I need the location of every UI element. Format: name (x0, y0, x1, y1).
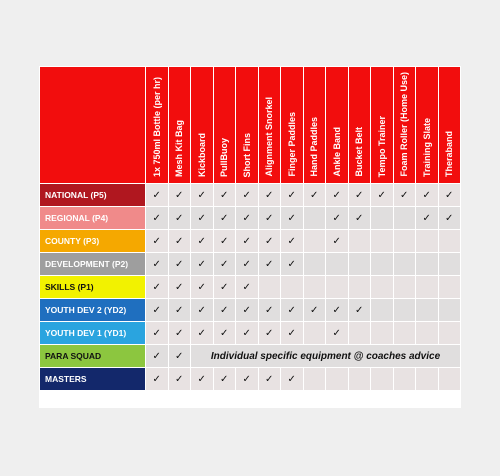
check-cell (371, 299, 394, 322)
check-cell: ✓ (213, 276, 236, 299)
check-cell: ✓ (393, 184, 416, 207)
column-header (236, 67, 259, 184)
check-cell (393, 207, 416, 230)
check-cell: ✓ (236, 230, 259, 253)
check-cell: ✓ (191, 322, 214, 345)
check-cell (303, 207, 326, 230)
check-cell (416, 230, 439, 253)
check-cell: ✓ (191, 299, 214, 322)
column-header-label: Theraband (444, 130, 455, 177)
check-cell: ✓ (438, 184, 461, 207)
table-row (40, 253, 461, 276)
check-cell: ✓ (258, 230, 281, 253)
table-row (40, 207, 461, 230)
check-cell (438, 368, 461, 391)
check-cell (393, 253, 416, 276)
check-cell (393, 322, 416, 345)
table-row (40, 230, 461, 253)
check-cell: ✓ (168, 322, 191, 345)
column-header-wrap (439, 67, 461, 183)
row-note: Individual specific equipment @ coaches advice (191, 345, 461, 368)
check-cell: ✓ (281, 230, 304, 253)
check-cell: ✓ (303, 299, 326, 322)
column-header-label: Ankle Band (331, 127, 342, 177)
row-label: NATIONAL (P5) (40, 184, 146, 207)
check-cell: ✓ (281, 322, 304, 345)
check-cell: ✓ (416, 184, 439, 207)
column-header-wrap (236, 67, 258, 183)
check-cell: ✓ (191, 230, 214, 253)
column-header-label: Finger Paddles (286, 112, 297, 177)
column-header-label: Alignment Snorkel (264, 97, 275, 177)
check-cell: ✓ (281, 253, 304, 276)
check-cell: ✓ (146, 299, 169, 322)
table-row (40, 322, 461, 345)
column-header-label: Mesh Kit Bag (174, 119, 185, 177)
column-header (146, 67, 169, 184)
equipment-table-sheet (39, 66, 461, 408)
check-cell: ✓ (348, 299, 371, 322)
check-cell (348, 276, 371, 299)
check-cell: ✓ (326, 322, 349, 345)
check-cell (303, 368, 326, 391)
column-header-wrap (281, 67, 303, 183)
table-row (40, 368, 461, 391)
column-header (438, 67, 461, 184)
check-cell (416, 368, 439, 391)
check-cell (371, 207, 394, 230)
check-cell (348, 322, 371, 345)
check-cell: ✓ (191, 207, 214, 230)
check-cell: ✓ (281, 184, 304, 207)
row-label: YOUTH DEV 1 (YD1) (40, 322, 146, 345)
column-header (416, 67, 439, 184)
check-cell: ✓ (258, 299, 281, 322)
check-cell: ✓ (146, 276, 169, 299)
check-cell: ✓ (258, 184, 281, 207)
check-cell: ✓ (416, 207, 439, 230)
check-cell (393, 276, 416, 299)
check-cell: ✓ (191, 184, 214, 207)
check-cell: ✓ (146, 184, 169, 207)
check-cell: ✓ (168, 299, 191, 322)
check-cell (281, 276, 304, 299)
header-row (40, 67, 461, 184)
column-header-label: Training Slate (421, 117, 432, 177)
column-header-wrap (371, 67, 393, 183)
check-cell (348, 368, 371, 391)
check-cell: ✓ (236, 276, 259, 299)
column-header-label: Short Fins (241, 132, 252, 177)
check-cell: ✓ (326, 299, 349, 322)
check-cell: ✓ (213, 368, 236, 391)
column-header-wrap (214, 67, 236, 183)
check-cell: ✓ (348, 184, 371, 207)
check-cell (303, 230, 326, 253)
check-cell: ✓ (258, 368, 281, 391)
column-header-label: Kickboard (196, 132, 207, 177)
table-row (40, 345, 461, 368)
column-header (348, 67, 371, 184)
column-header (191, 67, 214, 184)
check-cell (371, 230, 394, 253)
header-corner (40, 67, 146, 184)
column-header-wrap (304, 67, 326, 183)
check-cell: ✓ (258, 322, 281, 345)
check-cell: ✓ (258, 253, 281, 276)
check-cell (416, 276, 439, 299)
row-label: MASTERS (40, 368, 146, 391)
check-cell: ✓ (146, 345, 169, 368)
column-header-label: Foam Roller (Home Use) (399, 72, 410, 177)
check-cell (371, 276, 394, 299)
check-cell (371, 322, 394, 345)
column-header (168, 67, 191, 184)
check-cell (393, 230, 416, 253)
check-cell (438, 299, 461, 322)
check-cell: ✓ (213, 207, 236, 230)
check-cell: ✓ (213, 322, 236, 345)
check-cell: ✓ (146, 207, 169, 230)
column-header-wrap (416, 67, 438, 183)
column-header-label: PullBuoy (219, 137, 230, 177)
column-header (303, 67, 326, 184)
check-cell (326, 368, 349, 391)
check-cell: ✓ (303, 184, 326, 207)
column-header-label: Tempo Trainer (376, 115, 387, 177)
column-header-label: Bucket Belt (354, 127, 365, 177)
check-cell (258, 276, 281, 299)
check-cell: ✓ (168, 184, 191, 207)
check-cell: ✓ (168, 230, 191, 253)
column-header-wrap (326, 67, 348, 183)
column-header-wrap (394, 67, 416, 183)
check-cell: ✓ (146, 322, 169, 345)
check-cell: ✓ (371, 184, 394, 207)
column-header-label: 1x 750ml Bottle (per hr) (151, 76, 162, 177)
check-cell: ✓ (326, 230, 349, 253)
row-label: REGIONAL (P4) (40, 207, 146, 230)
check-cell (348, 230, 371, 253)
row-label: PARA SQUAD (40, 345, 146, 368)
check-cell: ✓ (213, 184, 236, 207)
check-cell (393, 368, 416, 391)
check-cell (416, 299, 439, 322)
column-header-label: Hand Paddles (309, 117, 320, 177)
check-cell: ✓ (168, 345, 191, 368)
check-cell (438, 276, 461, 299)
column-header (393, 67, 416, 184)
check-cell (303, 322, 326, 345)
check-cell (303, 253, 326, 276)
check-cell: ✓ (168, 276, 191, 299)
check-cell: ✓ (281, 207, 304, 230)
check-cell: ✓ (191, 253, 214, 276)
check-cell: ✓ (236, 207, 259, 230)
check-cell: ✓ (168, 368, 191, 391)
check-cell: ✓ (146, 368, 169, 391)
column-header-wrap (259, 67, 281, 183)
column-header (258, 67, 281, 184)
check-cell: ✓ (168, 253, 191, 276)
check-cell: ✓ (236, 368, 259, 391)
check-cell: ✓ (191, 368, 214, 391)
check-cell: ✓ (213, 253, 236, 276)
column-header-wrap (169, 67, 191, 183)
check-cell: ✓ (348, 207, 371, 230)
check-cell: ✓ (258, 207, 281, 230)
table-row (40, 299, 461, 322)
column-header-wrap (191, 67, 213, 183)
row-label: COUNTY (P3) (40, 230, 146, 253)
check-cell: ✓ (168, 207, 191, 230)
check-cell: ✓ (281, 368, 304, 391)
check-cell (303, 276, 326, 299)
check-cell (326, 253, 349, 276)
check-cell: ✓ (146, 253, 169, 276)
check-cell (438, 322, 461, 345)
column-header-wrap (349, 67, 371, 183)
column-header (213, 67, 236, 184)
check-cell: ✓ (236, 253, 259, 276)
table-row (40, 184, 461, 207)
column-header-wrap (146, 67, 168, 183)
check-cell: ✓ (191, 276, 214, 299)
table-body (40, 184, 461, 391)
check-cell (371, 253, 394, 276)
check-cell: ✓ (326, 207, 349, 230)
check-cell: ✓ (236, 322, 259, 345)
check-cell (438, 253, 461, 276)
check-cell (348, 253, 371, 276)
column-header (371, 67, 394, 184)
table-row (40, 276, 461, 299)
check-cell (416, 253, 439, 276)
check-cell (438, 230, 461, 253)
check-cell: ✓ (213, 299, 236, 322)
check-cell (371, 368, 394, 391)
column-header (281, 67, 304, 184)
column-header (326, 67, 349, 184)
equipment-table (39, 66, 461, 391)
row-label: DEVELOPMENT (P2) (40, 253, 146, 276)
check-cell: ✓ (213, 230, 236, 253)
check-cell: ✓ (236, 184, 259, 207)
check-cell (393, 299, 416, 322)
check-cell: ✓ (281, 299, 304, 322)
row-label: SKILLS (P1) (40, 276, 146, 299)
check-cell (416, 322, 439, 345)
check-cell: ✓ (326, 184, 349, 207)
check-cell: ✓ (236, 299, 259, 322)
check-cell: ✓ (146, 230, 169, 253)
row-label: YOUTH DEV 2 (YD2) (40, 299, 146, 322)
check-cell (326, 276, 349, 299)
check-cell: ✓ (438, 207, 461, 230)
